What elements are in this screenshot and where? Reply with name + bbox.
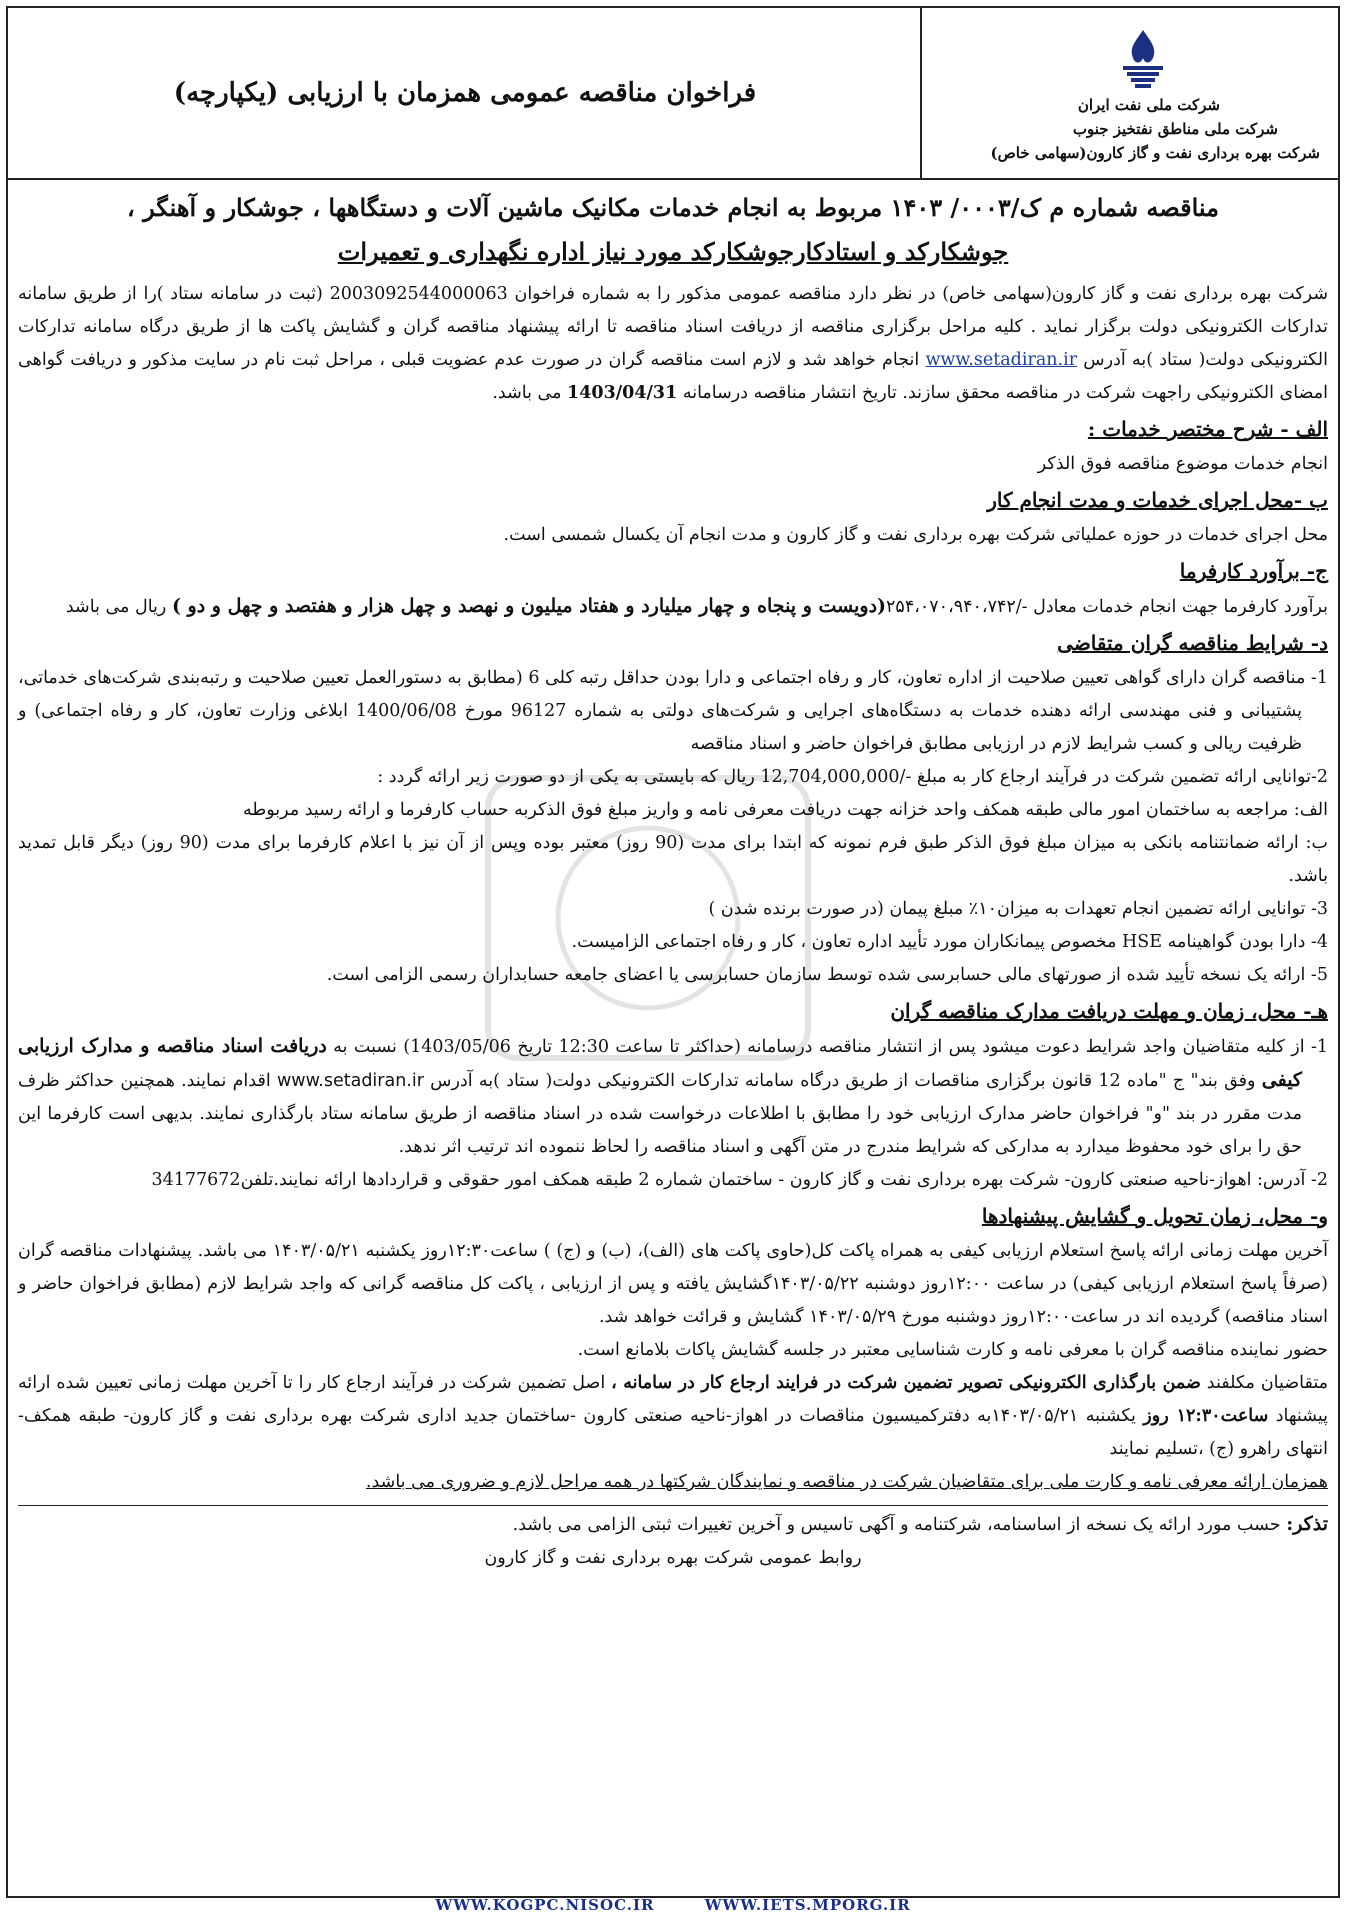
- estimate-suffix: ریال می باشد: [65, 597, 167, 617]
- kogpc-url[interactable]: WWW.KOGPC.NISOC.IR: [435, 1896, 655, 1914]
- section-c-title: ج- برآورد کارفرما: [1179, 559, 1328, 583]
- note-text: حسب مورد ارائه یک نسخه از اساسنامه، شرکتنامه و آگهی تاسیس و آخرین تغییرات ثبتی الزامی می باشد.: [512, 1515, 1281, 1535]
- header: [8, 8, 1338, 180]
- intro-text-3: می باشد.: [492, 383, 562, 403]
- section-a-text: انجام خدمات موضوع مناقصه فوق الذکر: [1037, 454, 1328, 474]
- section-e-title: هـ- محل، زمان و مهلت دریافت مدارک مناقصه گران: [890, 999, 1328, 1023]
- notice-title: فراخوان مناقصه عمومی همزمان با ارزیابی (یکپارچه): [173, 78, 757, 108]
- iets-url[interactable]: WWW.IETS.MPORG.IR: [704, 1896, 911, 1914]
- estimate-prefix: برآورد کارفرما جهت انجام خدمات معادل -/۲۵۴،۰۷۰،۹۴۰،۷۴۲: [886, 597, 1328, 617]
- intro-text-1: شرکت بهره برداری نفت و گاز کارون(سهامی خاص) در نظر دارد مناقصه عمومی مذکور را به شماره فراخوان 2003092544000063 (ثبت در سامانه ستاد )را از طریق سامانه تدارکات الکترونیکی دولت برگزار نماید . کلیه مراحل برگزاری مناقصه از دریافت اسناد مناقصه تا ارائه پیشنهاد مناقصه گران و گشایش پاکت ها از طریق درگاه سامانه تدارکات الکترونیکی دولت( ستاد )به آدرس: [18, 284, 1329, 370]
- receipt-text-a: 1- از کلیه متقاضیان واجد شرایط دعوت میشود پس از انتشار مناقصه درسامانه (حداکثر تا ساعت 12:30 تاریخ 1403/05/06) نسبت به: [333, 1037, 1329, 1057]
- guarantee-text-c: یکشنبه ۱۴۰۳/۰۵/۲۱به دفترکمیسیون مناقصات در اهواز-ناحیه صنعتی کارون -ساختمان جدید اداری شرکت بهره برداری نفت و گاز کارون- طبقه همکف-انتهای راهرو (ج) ،تسلیم نمایند: [18, 1406, 1328, 1459]
- guarantee-text-a: متقاضیان مکلفند: [1206, 1373, 1328, 1393]
- condition-3: 3- توانایی ارائه تضمین انجام تعهدات به میزان۱۰٪ مبلغ پیمان (در صورت برنده شدن ): [708, 899, 1328, 919]
- estimate-words: (دویست و پنجاه و چهار میلیارد و هفتاد میلیون و نهصد و چهل هزار و هفتصد و چهل و دو ): [171, 595, 887, 617]
- signature: روابط عمومی شرکت بهره برداری نفت و گاز کارون: [484, 1548, 862, 1568]
- setadiran-link[interactable]: www.setadiran.ir: [925, 350, 1078, 370]
- oil-company-flame-logo-icon: [1113, 28, 1173, 92]
- receipt-bold: دریافت اسناد مناقصه و مدارک ارزیابی کیفی: [18, 1035, 1302, 1091]
- guarantee-bold-2: ساعت۱۲:۳۰ روز: [1143, 1406, 1269, 1426]
- guarantee-paragraph: [18, 1367, 1328, 1466]
- tender-heading-line-2: جوشکارکد و استادکارجوشکارکد مورد نیاز اداره نگهداری و تعمیرات: [337, 237, 1009, 266]
- company-line-2: شرکت ملی مناطق نفتخیز جنوب: [1072, 120, 1278, 138]
- notice-page: [6, 6, 1340, 1898]
- condition-1: 1- مناقصه گران دارای گواهی تعیین صلاحیت از اداره تعاون، کار و رفاه اجتماعی و دارا بودن حداقل رتبه کلی 6 (مطابق به دستورالعمل تعیین صلاحیت و رتبه‌بندی شرکت‌های خدماتی، پشتیبانی و فنی مهندسی ارائه دهنده خدمات به دستگاه‌های اجرایی و شرکت‌های دولتی به شماره 96127 مورخ 1400/06/08 ابلاغی وزارت تعاون، کار و رفاه اجتماعی) و ظرفیت ریالی و کسب شرایط لازم در ارزیابی مطابق فراخوان حاضر و اسناد مناقصه: [18, 668, 1328, 754]
- intro-text-2: انجام خواهد شد و لازم است مناقصه گران در صورت عدم عضویت قبلی ، مراحل ثبت نام در سایت مذکور و دریافت گواهی امضای الکترونیکی راجهت شرکت در مناقصه محقق سازند. تاریخ انتشار مناقصه درسامانه: [18, 350, 1328, 403]
- condition-5: 5- ارائه یک نسخه تأیید شده از صورتهای مالی حسابرسی شده توسط سازمان حسابرسی یا اعضای جامعه حسابداران رسمی الزامی است.: [326, 965, 1328, 985]
- section-b-text: محل اجرای خدمات در حوزه عملیاتی شرکت بهره برداری نفت و گاز کارون و مدت انجام آن یکسال شمسی است.: [503, 525, 1328, 545]
- receipt-text-c: اقدام نمایند. همچنین حداکثر ظرف مدت مقرر در بند "و" فراخوان حاضر مدارک ارزیابی خود را مطابق با اطلاعات درخواست شده در اسناد مناقصه از طریق سامانه ستاد بارگذاری نمایند. بدیهی است کارفرما این حق را برای خود محفوظ میدارد به مدارکی که شرایط مندرج در متن آگهی و اسناد مناقصه را لحاظ ننموده اند ترتیب اثر ندهد.: [18, 1071, 1302, 1157]
- receipt-text-b: وفق بند" ج "ماده 12 قانون برگزاری مناقصات از طریق درگاه سامانه تدارکات الکترونیکی دولت( ستاد )به آدرس: [430, 1071, 1256, 1091]
- tender-heading-line-1: مناقصه شماره م ک/۰۰۰۳/ ۱۴۰۳ مربوط به انجام خدمات مکانیک ماشین آلات و دستگاهها ، جوشکار و آهنگر ،: [127, 193, 1219, 222]
- id-paragraph: همزمان ارائه معرفی نامه و کارت ملی برای متقاضیان شرکت در مناقصه و نمایندگان شرکتها در همه مراحل لازم و ضروری می باشد.: [365, 1472, 1328, 1492]
- section-d-title: د- شرایط مناقصه گران متقاضی: [1057, 631, 1328, 655]
- company-line-1: شرکت ملی نفت ایران: [1077, 96, 1220, 114]
- condition-2-option-b: ب: ارائه ضمانتنامه بانکی به میزان مبلغ فوق الذکر طبق فرم نمونه که ابتدا برای مدت (90 روز) معتبر بوده وپس از آن نیز با اعلام کارفرما برای مدت (90 روز) دیگر قابل تمدید باشد.: [18, 833, 1328, 886]
- section-b-title: ب -محل اجرای خدمات و مدت انجام کار: [987, 488, 1328, 512]
- note-block: [18, 1505, 1328, 1575]
- section-a-title: الف - شرح مختصر خدمات :: [1087, 417, 1328, 441]
- company-line-3: شرکت بهره برداری نفت و گاز کارون(سهامی خاص): [990, 144, 1320, 162]
- notice-body: [18, 186, 1328, 1575]
- condition-2-option-a: الف: مراجعه به ساختمان امور مالی طبقه همکف واحد خزانه جهت دریافت معرفی نامه و واریز مبلغ فوق الذکربه حساب کارفرما و ارائه رسید مربوطه: [242, 800, 1328, 820]
- section-c-text: [18, 590, 1328, 624]
- document-receipt-item: [18, 1030, 1328, 1164]
- guarantee-text-b: اصل تضمین شرکت در فرآیند ارجاع کار را تا آخرین مهلت زمانی تعیین شده ارائه پیشنهاد: [18, 1373, 1328, 1426]
- intro-paragraph: [18, 278, 1328, 410]
- publish-date: 1403/04/31: [567, 383, 678, 403]
- note-label: تذکر:: [1286, 1513, 1328, 1535]
- deadline-paragraph: آخرین مهلت زمانی ارائه پاسخ استعلام ارزیابی کیفی به همراه پاکت کل(حاوی پاکت های (الف)، (ب) و (ج) ) ساعت۱۲:۳۰روز یکشنبه ۱۴۰۳/۰۵/۲۱ می باشد. پیشنهادات مناقصه گران (صرفاً پاسخ استعلام ارزیابی کیفی) در ساعت ۱۲:۰۰روز دوشنبه ۱۴۰۳/۰۵/۲۲گشایش یافته و پس از ارزیابی ، پاکت کل مناقصه گرانی که واجد شرایط لازم (مطابق فراخوان حاضر و اسناد مناقصه) گردیده اند در ساعت۱۲:۰۰روز دوشنبه مورخ ۱۴۰۳/۰۵/۲۹ گشایش و قرائت خواهد شد.: [18, 1241, 1329, 1327]
- address-item: 2- آدرس: اهواز-ناحیه صنعتی کارون- شرکت بهره برداری نفت و گاز کارون - ساختمان شماره 2 طبقه همکف امور حقوقی و قراردادها ارائه نمایند.تلفن34177672: [151, 1170, 1328, 1190]
- attendance-paragraph: حضور نماینده مناقصه گران با معرفی نامه و کارت شناسایی معتبر در جلسه گشایش پاکات بلامانع است.: [577, 1340, 1328, 1360]
- condition-4: 4- دارا بودن گواهینامه HSE مخصوص پیمانکاران مورد تأیید اداره تعاون ، کار و رفاه اجتماعی الزامیست.: [571, 932, 1328, 952]
- footer-urls: [0, 1896, 1346, 1914]
- setadiran-link-2[interactable]: www.setadiran.ir: [276, 1071, 424, 1091]
- tender-heading: [18, 186, 1328, 274]
- guarantee-bold-1: ضمن بارگذاری الکترونیکی تصویر تضمین شرکت در فرایند ارجاع کار در سامانه ،: [611, 1373, 1201, 1393]
- note-paragraph: [18, 1508, 1328, 1542]
- company-block: [920, 8, 1338, 178]
- section-f-title: و- محل، زمان تحویل و گشایش پیشنهادها: [981, 1204, 1328, 1228]
- condition-2: 2-توانایی ارائه تضمین شرکت در فرآیند ارجاع کار به مبلغ -/12,704,000,000 ریال که بایستی به یکی از دو صورت زیر ارائه گردد :: [377, 767, 1328, 787]
